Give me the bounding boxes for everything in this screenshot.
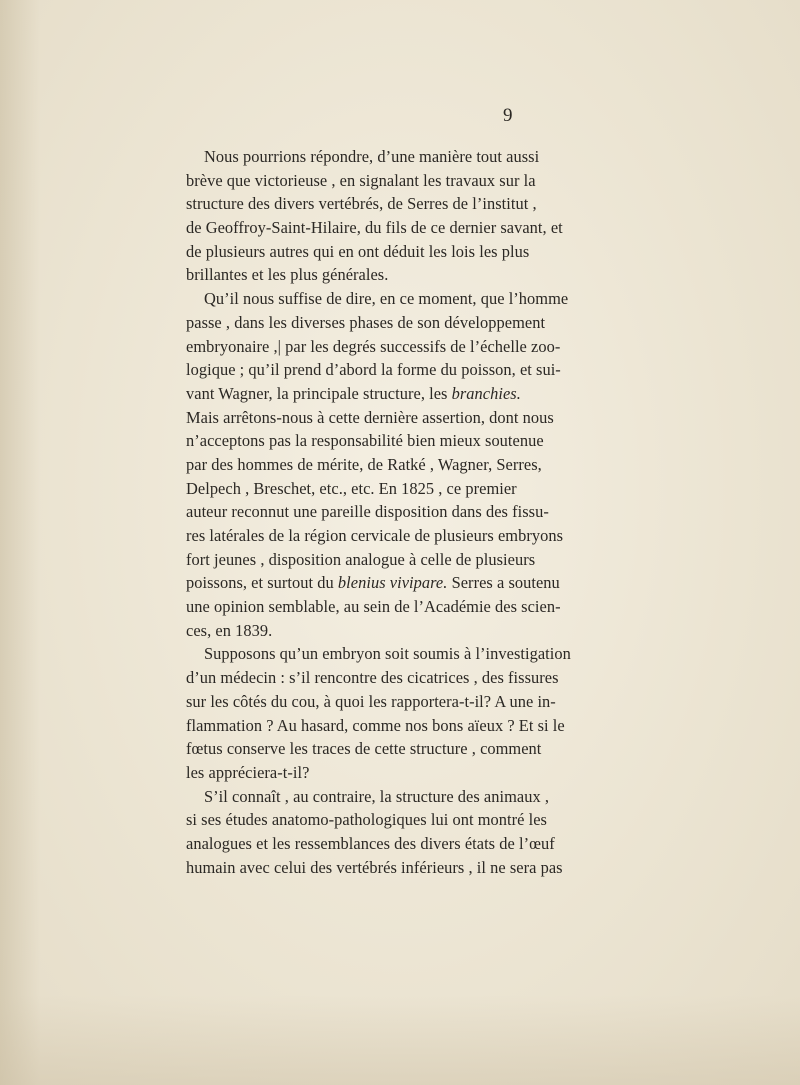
- page-number: 9: [503, 105, 513, 126]
- text-line: de plusieurs autres qui en ont déduit les lois les plus: [186, 241, 530, 261]
- text-line: Delpech , Breschet, etc., etc. En 1825 , ce premier: [186, 478, 517, 498]
- text-line-mixed: [186, 382, 521, 406]
- text-line: Qu’il nous suffise de dire, en ce moment, que l’homme: [204, 289, 569, 309]
- text-line: fort jeunes , disposition analogue à celle de plusieurs: [186, 549, 536, 569]
- italic-term: blenius vivipare.: [337, 573, 448, 593]
- text-line: de Geoffroy-Saint-Hilaire, du fils de ce dernier savant, et: [186, 218, 563, 238]
- text-line: analogues et les ressemblances des divers états de l’œuf: [186, 833, 555, 853]
- text-line: S’il connaît , au contraire, la structure des animaux ,: [204, 786, 550, 806]
- text-line: Mais arrêtons-nous à cette dernière assertion, dont nous: [186, 407, 554, 427]
- text-segment: poissons, et surtout du: [186, 573, 338, 593]
- body-text: [186, 145, 571, 879]
- text-line: les appréciera-t-il?: [186, 762, 310, 782]
- text-line: brillantes et les plus générales.: [186, 265, 389, 285]
- text-line: si ses études anatomo-pathologiques lui ont montré les: [186, 810, 547, 830]
- text-line: sur les côtés du cou, à quoi les rapportera-t-il? A une in-: [186, 691, 556, 711]
- text-line: passe , dans les diverses phases de son développement: [186, 312, 546, 332]
- text-line: humain avec celui des vertébrés inférieurs , il ne sera pas: [186, 857, 563, 877]
- text-line: brève que victorieuse , en signalant les travaux sur la: [186, 170, 536, 190]
- text-line: auteur reconnut une pareille disposition dans des fissu-: [186, 502, 549, 522]
- text-line: par des hommes de mérite, de Ratké , Wagner, Serres,: [186, 454, 542, 474]
- page-edge-shadow-left: [0, 0, 40, 1085]
- italic-term: branchies.: [451, 383, 521, 403]
- text-line: res latérales de la région cervicale de plusieurs embryons: [186, 526, 563, 545]
- text-line-mixed: [186, 571, 560, 595]
- text-line: d’un médecin : s’il rencontre des cicatrices , des fissures: [186, 668, 559, 688]
- text-segment: Serres a soutenu: [447, 573, 560, 593]
- text-line: flammation ? Au hasard, comme nos bons aïeux ? Et si le: [186, 715, 565, 735]
- text-line: structure des divers vertébrés, de Serres de l’institut ,: [186, 194, 537, 214]
- text-segment: vant Wagner, la principale structure, les: [186, 383, 452, 403]
- text-line: embryonaire ,| par les degrés successifs de l’échelle zoo-: [186, 336, 561, 356]
- text-line: ces, en 1839.: [186, 620, 273, 640]
- text-line: n’acceptons pas la responsabilité bien mieux soutenue: [186, 431, 544, 451]
- text-line: Nous pourrions répondre, d’une manière tout aussi: [204, 147, 540, 166]
- text-line: Supposons qu’un embryon soit soumis à l’investigation: [204, 644, 571, 664]
- page-edge-shadow-bottom: [0, 995, 800, 1085]
- text-line: fœtus conserve les traces de cette structure , comment: [186, 739, 542, 759]
- text-line: une opinion semblable, au sein de l’Académie des scien-: [186, 597, 561, 617]
- text-line: logique ; qu’il prend d’abord la forme du poisson, et sui-: [186, 360, 561, 380]
